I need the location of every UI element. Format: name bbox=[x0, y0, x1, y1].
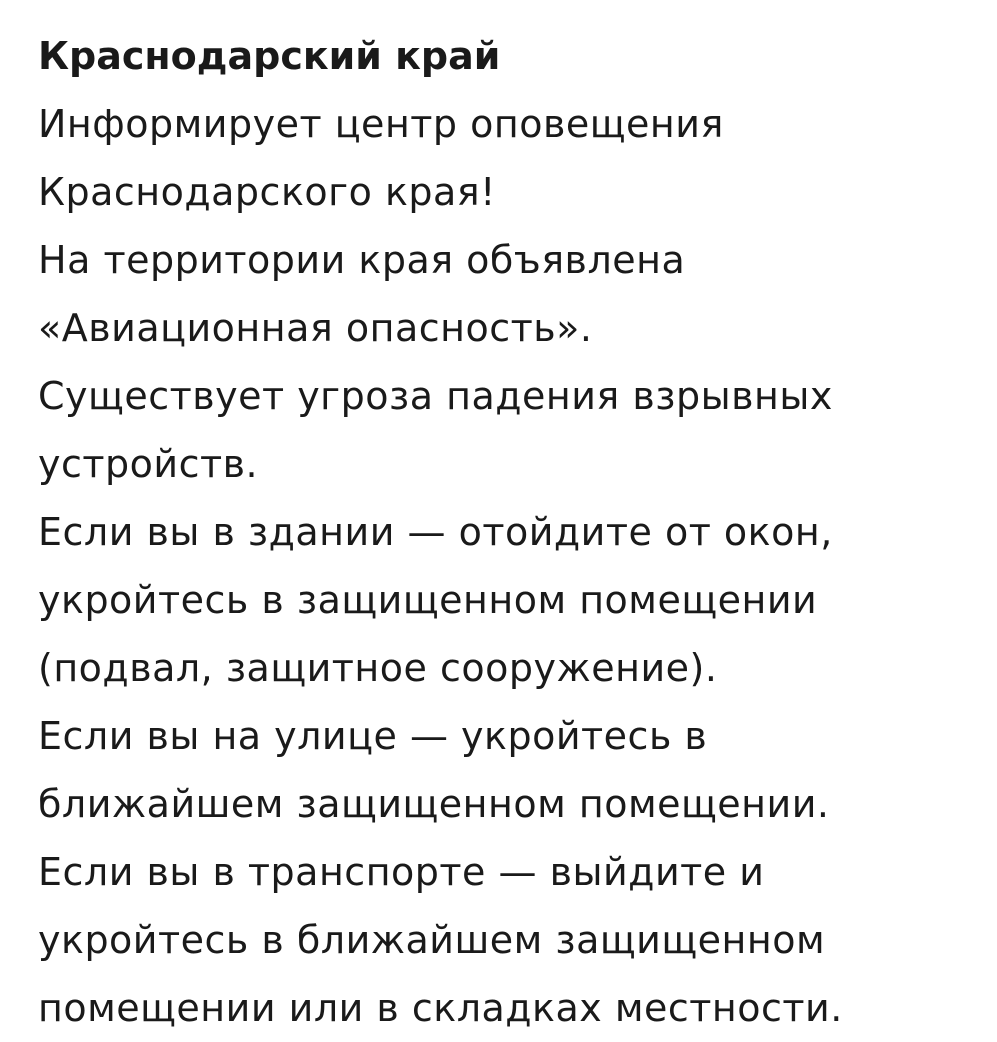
alert-line: Если вы в здании — отойдите от окон, bbox=[38, 510, 833, 554]
region-title: Краснодарский край bbox=[38, 34, 501, 78]
alert-line: ближайшем защищенном помещении. bbox=[38, 782, 830, 826]
alert-line: укройтесь в защищенном помещении bbox=[38, 578, 818, 622]
alert-line: укройтесь в ближайшем защищенном bbox=[38, 918, 826, 962]
alert-body bbox=[38, 90, 988, 1042]
alert-line: (подвал, защитное сооружение). bbox=[38, 646, 718, 690]
alert-message bbox=[38, 22, 988, 1042]
alert-line: устройств. bbox=[38, 442, 259, 486]
alert-line: помещении или в складках местности. bbox=[38, 986, 843, 1030]
alert-line: Краснодарского края! bbox=[38, 170, 496, 214]
alert-line: Информирует центр оповещения bbox=[38, 102, 724, 146]
alert-line: Если вы на улице — укройтесь в bbox=[38, 714, 708, 758]
alert-line: «Авиационная опасность». bbox=[38, 306, 593, 350]
alert-line: Существует угроза падения взрывных bbox=[38, 374, 833, 418]
alert-line: На территории края объявлена bbox=[38, 238, 686, 282]
alert-line: Если вы в транспорте — выйдите и bbox=[38, 850, 765, 894]
